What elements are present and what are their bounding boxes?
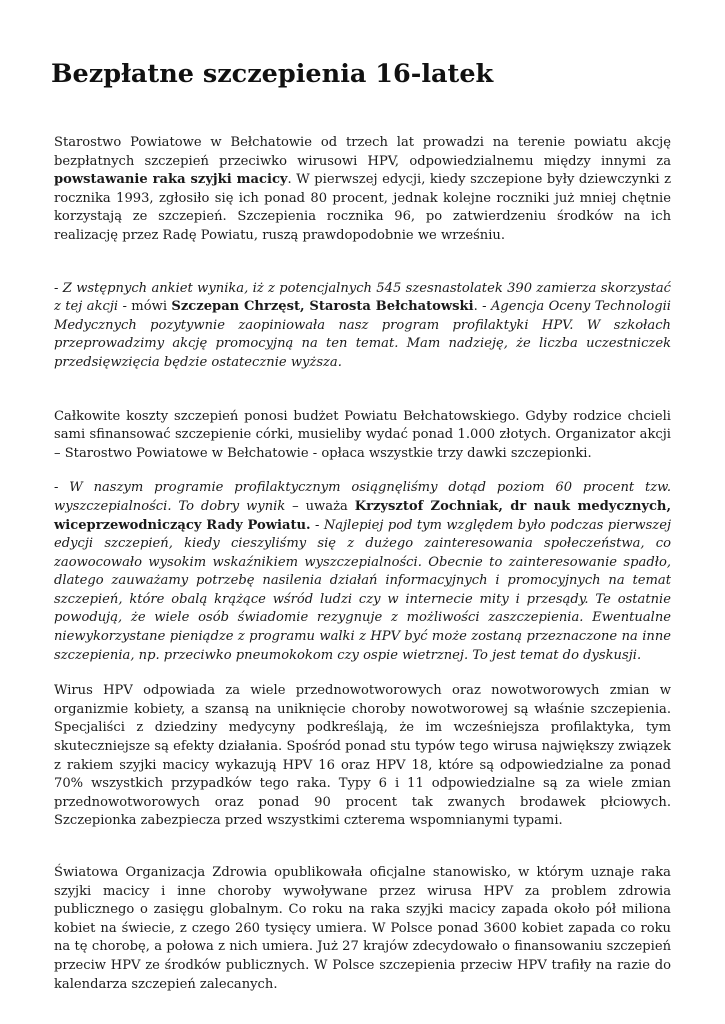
- text-span: -: [310, 517, 324, 533]
- text-span: – uważa: [285, 498, 355, 514]
- paragraph-costs: Całkowite koszty szczepień ponosi budżet Powiatu Bełchatowskiego. Gdyby rodzice chcieli sami sfinansować szczepienie córki, musieliby wydać ponad 1.000 złotych. Organizator akcji – Starostwo Powiatowe w Bełchatowie - opłaca wszystkie trzy dawki szczepionki.: [54, 408, 671, 461]
- quote-text: - Z wstępnych ankiet wynika, iż z potencjalnych 545 szesnastolatek 390 zamierza skorzystać z tej akcji: [54, 280, 671, 315]
- text-span: . W pierwszej edycji, kiedy szczepione były dziewczynki z rocznika 1993, zgłosiło się ich ponad 80 procent, jednak kolejne roczniki już mniej chętnie korzystają ze szczepień. Szczepienia rocznika 96, po zatwierdzeniu środków na ich realizację przez Radę Powiatu, ruszą prawdopodobnie we wrześniu.: [54, 172, 671, 243]
- paragraph-quote-zochniak: [54, 479, 671, 665]
- paragraph-hpv-info: Wirus HPV odpowiada za wiele przednowotworowych oraz nowotworowych zmian w organizmie kobiety, a szansą na uniknięcie choroby nowotworowej są właśnie szczepienia. Specjaliści z dziedziny medycyny podkreślają, że im wcześniejsza profilaktyka, tym skuteczniejsze są efekty działania. Spośród ponad stu typów tego wirusa największy związek z rakiem szyjki macicy wykazują HPV 16 oraz HPV 18, które są odpowiedzialne za ponad 70% wszystkich przypadków tego raka. Typy 6 i 11 odpowiedzialne są za wiele zmian przednowotworowych oraz ponad 90 procent tak zwanych brodawek płciowych. Szczepionka zabezpiecza przed wszystkimi czterema wspomnianymi typami.: [54, 683, 671, 829]
- quote-text: Najlepiej pod tym względem było podczas pierwszej edycji szczepień, kiedy cieszyliśmy się z dużego zainteresowania społeczeństwa, co zaowocowało wysokim wskaźnikiem wyszczepialności. Obecnie to zainteresowanie spadło, dlatego zauważamy potrzebę nasilenia działań informacyjnych i promocyjnych na temat szczepień, które obalą krążące wśród ludzi czy w internecie mity i przesądy. Te ostatnie powodują, że wiele osób świadomie rezygnuje z możliwości zaszczepienia. Ewentualne niewykorzystane pieniądze z programu walki z HPV być może zostaną przeznaczone na inne szczepienia, np. przeciwko pneumokokom czy ospie wietrznej. To jest temat do dyskusji.: [54, 517, 672, 663]
- speaker-name: Szczepan Chrzęst, Starosta Bełchatowski: [171, 299, 474, 315]
- text-span: Starostwo Powiatowe w Bełchatowie od trzech lat prowadzi na terenie powiatu akcję bezpłatnych szczepień przeciwko wirusowi HPV, odpowiedzialnemu między innymi za: [54, 135, 671, 169]
- speaker-name: Krzysztof Zochniak, dr nauk medycznych, wiceprzewodniczący Rady Powiatu.: [54, 498, 672, 533]
- bold-text: powstawanie raka szyjki macicy: [54, 172, 288, 188]
- text-span: - mówi: [118, 299, 172, 315]
- paragraph-quote-starosta: [54, 280, 671, 373]
- article: [51, 58, 672, 994]
- text-span: . -: [473, 299, 491, 315]
- paragraph-intro: [54, 134, 671, 246]
- paragraph-who: Światowa Organizacja Zdrowia opublikowała oficjalne stanowisko, w którym uznaje raka szyjki macicy i inne choroby wywoływane przez wirusa HPV za problem zdrowia publicznego o zasięgu globalnym. Co roku na raka szyjki macicy zapada około pół miliona kobiet na świecie, z czego 260 tysięcy umiera. W Polsce ponad 3600 kobiet zapada co roku na tę chorobę, a połowa z nich umiera. Już 27 krajów zdecydowało o finansowaniu szczepień przeciw HPV ze środków publicznych. W Polsce szczepienia przeciw HPV trafiły na razie do kalendarza szczepień zalecanych.: [54, 865, 671, 992]
- article-title: Bezpłatne szczepienia 16-latek: [51, 59, 494, 89]
- quote-text: - W naszym programie profilaktycznym osiągnęliśmy dotąd poziom 60 procent tzw. wyszczepialności. To dobry wynik: [54, 480, 671, 514]
- quote-text: Agencja Oceny Technologii Medycznych pozytywnie zaopiniowała nasz program profilaktyki HPV. W szkołach przeprowadzimy akcję promocyjną na ten temat. Mam nadzieję, że liczba uczestniczek przedsięwzięcia będzie ostatecznie wyższa.: [54, 299, 671, 370]
